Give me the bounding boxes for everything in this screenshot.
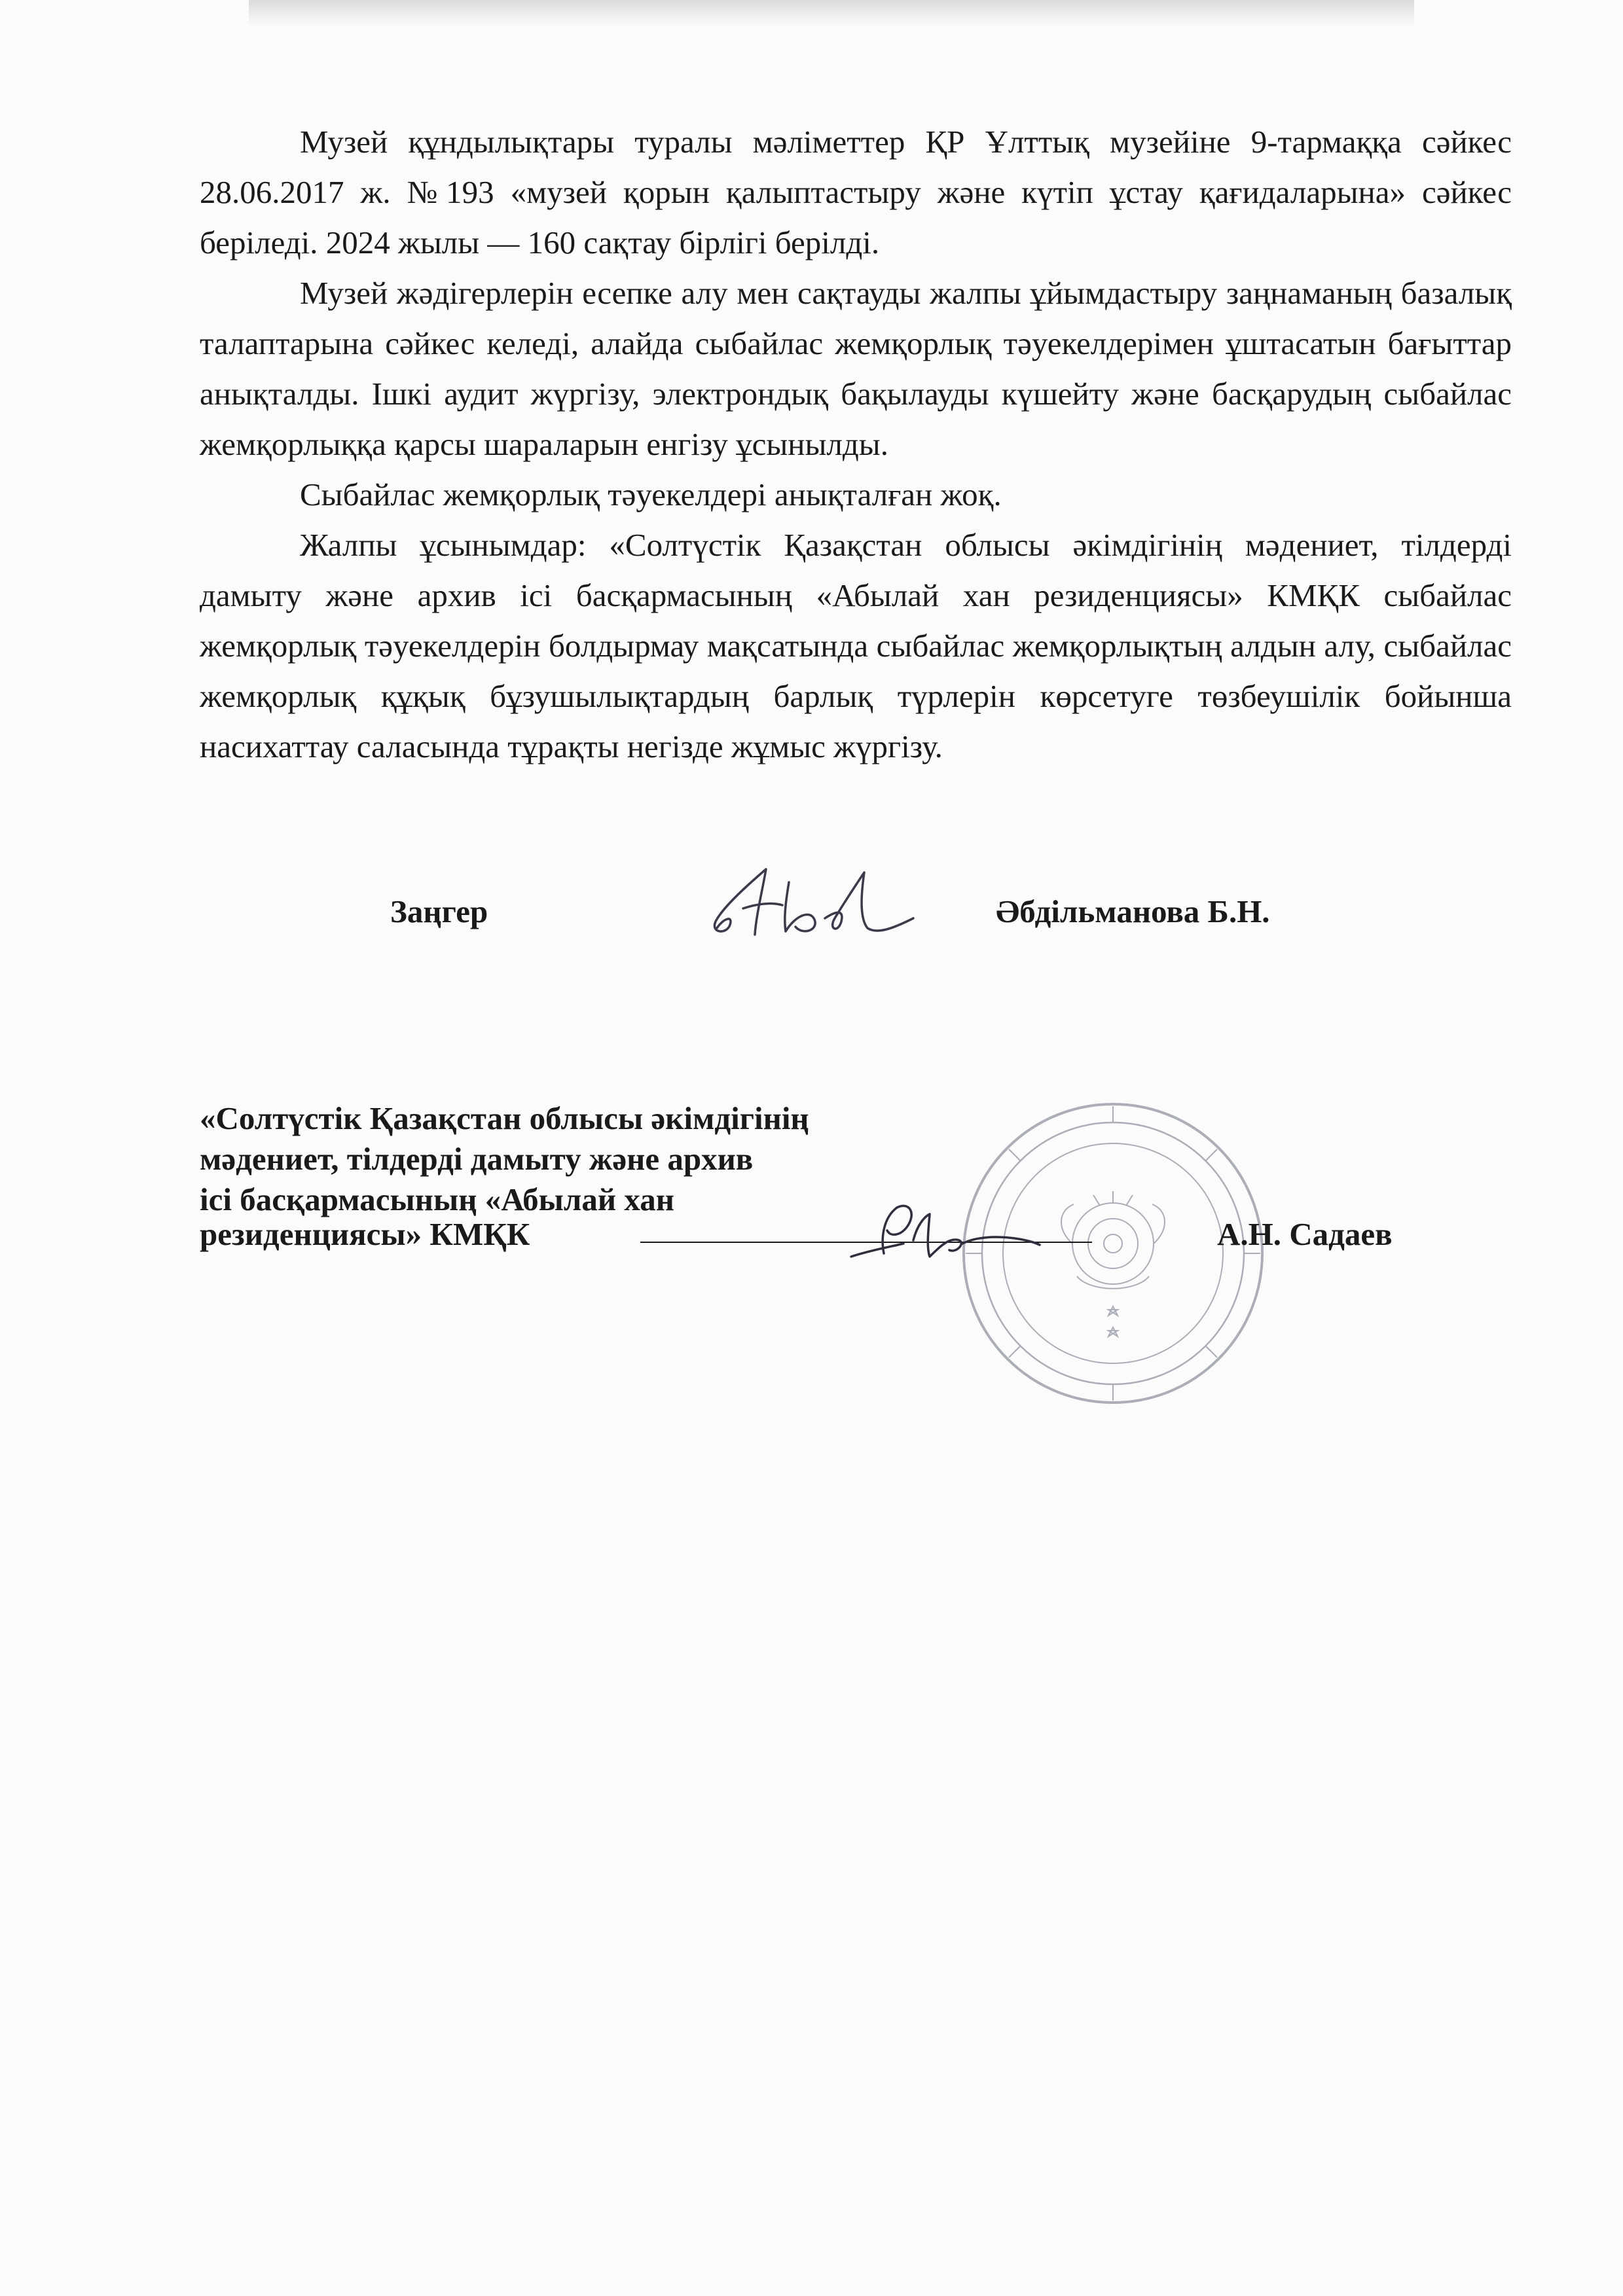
scan-shadow bbox=[249, 0, 1414, 26]
signer-name: Әбдільманова Б.Н. bbox=[996, 893, 1270, 929]
handwritten-signature bbox=[704, 856, 920, 948]
director-name: А.Н. Садаев bbox=[1217, 1216, 1393, 1252]
org-line-1: «Солтүстік Қазақстан облысы әкімдігінің bbox=[200, 1100, 809, 1136]
signer-row bbox=[200, 876, 1512, 954]
org-line-2: мәдениет, тілдерді дамыту және архив bbox=[200, 1141, 754, 1177]
signer-role: Заңгер bbox=[390, 893, 488, 929]
org-line-4: резиденциясы» КМҚК bbox=[200, 1216, 530, 1252]
org-line-3: ісі басқармасының «Абылай хан bbox=[200, 1181, 674, 1217]
paragraph-recommendations: Жалпы ұсынымдар: «Солтүстік Қазақстан облысы әкімдігінің мәдениет, тілдерді дамыту және архив ісі басқармасының «Абылай хан резиденциясы» КМҚК сыбайлас жемқорлық тәуекелдерін болдырмау мақсатында сыбайлас жемқорлықтың алдын алу, сыбайлас жемқорлық құқық бұзушылықтардың барлық түрлерін көрсетуге төзбеушілік бойынша насихаттау саласында тұрақты негізде жұмыс жүргізу. bbox=[200, 527, 1512, 764]
director-signature bbox=[845, 1191, 1041, 1276]
paragraph-no-risks: Сыбайлас жемқорлық тәуекелдері анықталған жоқ. bbox=[300, 476, 1002, 512]
body-text bbox=[200, 117, 1512, 772]
paragraph-museum-data: Музей құндылықтары туралы мәліметтер ҚР Ұлттық музейіне 9-тармаққа сәйкес 28.06.2017 ж. №193 «музей қорын қалыптастыру және күтіп ұстау қағидаларына» сәйкес беріледі. 2024 жылы — 160 сақтау бірлігі берілді. bbox=[200, 124, 1512, 260]
paragraph-accounting: Музей жәдігерлерін есепке алу мен сақтауды жалпы ұйымдастыру заңнаманың базалық талаптарына сәйкес келеді, алайда сыбайлас жемқорлық тәуекелдерімен ұштасатын бағыттар анықталды. Ішкі аудит жүргізу, электрондық бақылауды күшейту және басқарудың сыбайлас жемқорлыққа қарсы шараларын енгізу ұсынылды. bbox=[200, 275, 1512, 462]
